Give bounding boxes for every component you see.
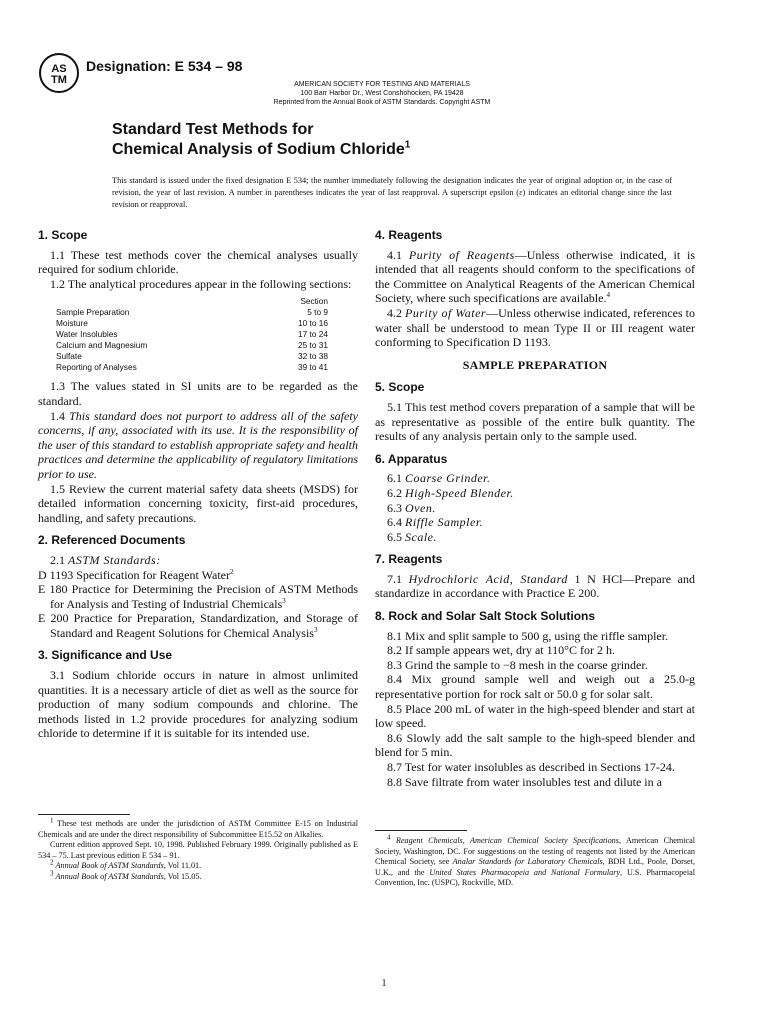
section-heading-scope-5: 5. Scope: [375, 380, 425, 395]
para-4-2: 4.2 Purity of Water—Unless otherwise indicated, references to water shall be understood to mean Type II or III reagent water conforming to Specification D 1193.: [375, 305, 696, 350]
sections-table: [56, 296, 328, 373]
section-heading-reagents: 4. Reagents: [375, 228, 443, 242]
table-row: Sulfate 32 to 38: [56, 351, 328, 362]
footnote-1: $^1$ These test methods are under the jurisdiction of ASTM Committee E-15 on Industrial Chemicals and are under the direct responsibility of Subcommittee E15.52 on Alkalies.: [38, 816, 358, 839]
sections-table-header: Section: [300, 296, 328, 307]
astm-logo-icon: [38, 52, 80, 94]
para-7-1: 7.1 Hydrochloric Acid, Standard 1 N HCl—Prepare and standardize in accordance with Practice E 200.: [375, 571, 696, 601]
table-row: Sample Preparation 5 to 9: [56, 307, 328, 318]
ref-e180: E 180 Practice for Determining the Precision of ASTM Methods for Analysis and Testing of Industrial Chemicals$^3$: [38, 582, 358, 611]
footnote-rule-right: [375, 830, 467, 831]
para-8-3: 8.3 Grind the sample to −8 mesh in the coarse grinder.: [387, 657, 648, 672]
footnotes-left: [38, 816, 358, 882]
para-8-7: 8.7 Test for water insolubles as described in Sections 17-24.: [387, 760, 675, 774]
section-heading-referenced-documents: 2. Referenced Documents: [38, 533, 186, 548]
para-1-5: 1.5 Review the current material safety data sheets (MSDS) for detailed information concerning toxicity, first-aid procedures, handling, and safety precautions.: [38, 481, 358, 525]
para-1-1: 1.1 These test methods cover the chemical analyses usually required for sodium chloride.: [38, 247, 358, 277]
para-1-4: 1.4 This standard does not purport to address all of the safety concerns, if any, associated with its use. It is the responsibility of the user of this standard to establish appropriate safety and health practices and determine the applicability of regulatory limitations prior to use.: [38, 408, 358, 481]
page-number: 1: [381, 978, 387, 989]
section-heading-reagents-7: 7. Reagents: [375, 552, 443, 567]
footnote-2: $^2$ Annual Book of ASTM Standards, Vol 11.01.: [50, 858, 202, 870]
apparatus-item: 6.2 High-Speed Blender.: [387, 485, 514, 500]
footnote-rule-left: [38, 814, 130, 815]
designation: Designation: E 534 – 98: [86, 58, 243, 74]
para-8-8: 8.8 Save filtrate from water insolubles test and dilute in a: [387, 774, 662, 789]
para-8-1: 8.1 Mix and split sample to 500 g, using the riffle sampler.: [387, 628, 669, 643]
publisher: AMERICAN SOCIETY FOR TESTING AND MATERIALS: [294, 81, 470, 88]
document-title: [112, 120, 410, 160]
para-5-1: 5.1 This test method covers preparation of a sample that will be as representative as possible of the entire bulk quantity. The results of any analysis pertain only to the sample used.: [375, 399, 695, 444]
para-2-1: 2.1 ASTM Standards:: [50, 552, 161, 567]
apparatus-item: 6.5 Scale.: [387, 529, 437, 544]
para-8-6: 8.6 Slowly add the salt sample to the high-speed blender and blend for 5 min.: [375, 730, 695, 760]
svg-text:AS: AS: [51, 63, 67, 75]
para-8-5: 8.5 Place 200 mL of water in the high-speed blender and start at low speed.: [375, 701, 695, 731]
section-heading-stock-solutions: 8. Rock and Solar Salt Stock Solutions: [375, 609, 596, 624]
footnote-3: $^3$ Annual Book of ASTM Standards, Vol 15.05.: [50, 868, 202, 881]
table-row: Reporting of Analyses 39 to 41: [56, 362, 328, 373]
issuance-note: This standard is issued under the fixed designation E 534; the number immediately following the designation indicates the year of original adoption or, in the case of revision, the year of last revision. A number in parentheses indicates the year of last reapproval. A superscript epsilon (ε) indicates an editorial change since the last revision or reapproval.: [112, 176, 672, 209]
sample-preparation-heading: SAMPLE PREPARATION: [462, 357, 608, 372]
reprint-notice: Reprinted from the Annual Book of ASTM Standards. Copyright ASTM: [273, 99, 491, 106]
section-heading-scope: 1. Scope: [38, 228, 88, 242]
svg-text:TM: TM: [51, 74, 67, 86]
apparatus-item: 6.1 Coarse Grinder.: [387, 471, 491, 486]
section-heading-apparatus: 6. Apparatus: [375, 451, 448, 466]
apparatus-item: 6.4 Riffle Sampler.: [387, 515, 484, 530]
title-line-2: Chemical Analysis of Sodium Chloride: [112, 141, 405, 158]
publisher-address: 100 Barr Harbor Dr., West Conshohocken, PA 19428: [300, 90, 464, 97]
apparatus-item: 6.3 Oven.: [387, 500, 436, 515]
right-column: [375, 228, 695, 789]
ref-d1193: D 1193 Specification for Reagent Water$^2$: [38, 567, 234, 582]
left-column: [38, 228, 358, 741]
section-heading-significance: 3. Significance and Use: [38, 648, 173, 663]
table-row: Water Insolubles 17 to 24: [56, 329, 328, 340]
title-line-1: Standard Test Methods for: [112, 121, 314, 138]
table-row: Moisture 10 to 16: [56, 318, 328, 329]
para-8-2: 8.2 If sample appears wet, dry at 110°C for 2 h.: [387, 643, 615, 658]
para-4-1: 4.1 Purity of Reagents—Unless otherwise indicated, it is intended that all reagents should conform to the specifications of the Committee on Analytical Reagents of the American Chemical Society, where such specifications are available.$^4$: [375, 247, 695, 306]
para-3-1: 3.1 Sodium chloride occurs in nature in almost unlimited quantities. It is a necessary article of diet as well as the source for production of many sodium compounds and chlorine. The methods listed in 1.2 provide procedures for analyzing sodium chloride to determine if it is suitable for its intended use.: [38, 668, 358, 741]
para-1-2: 1.2 The analytical procedures appear in the following sections:: [50, 276, 352, 291]
para-8-4: 8.4 Mix ground sample well and weigh out a 25.0-g representative portion for rock salt or 50.0 g for solar salt.: [375, 672, 695, 702]
title-footnote-ref: 1: [404, 139, 411, 151]
footnotes-right: [375, 833, 696, 889]
table-row: Calcium and Magnesium 25 to 31: [56, 340, 328, 351]
ref-e200: E 200 Practice for Preparation, Standardization, and Storage of Standard and Reagent Solutions for Chemical Analysis$^3$: [38, 611, 358, 640]
para-1-3: 1.3 The values stated in SI units are to be regarded as the standard.: [38, 379, 358, 408]
footnote-1b: Current edition approved Sept. 10, 1998. Published February 1999. Originally published as E 534 – 75. Last previous edition E 534 – 91.: [38, 840, 358, 860]
footnote-4: $^4$ Reagent Chemicals, American Chemical Society Specifications, American Chemical Society, Washington, DC. For suggestions on the testing of reagents not listed by the American Chemical Society, see Analar Standards for Laboratory Chemicals, BDH Ltd., Poole, Dorset, U.K., and the United States Pharmacopeia and National Formulary, U.S. Pharmacopeial Convention, Inc. (USPC), Rockville, MD.: [375, 833, 696, 887]
